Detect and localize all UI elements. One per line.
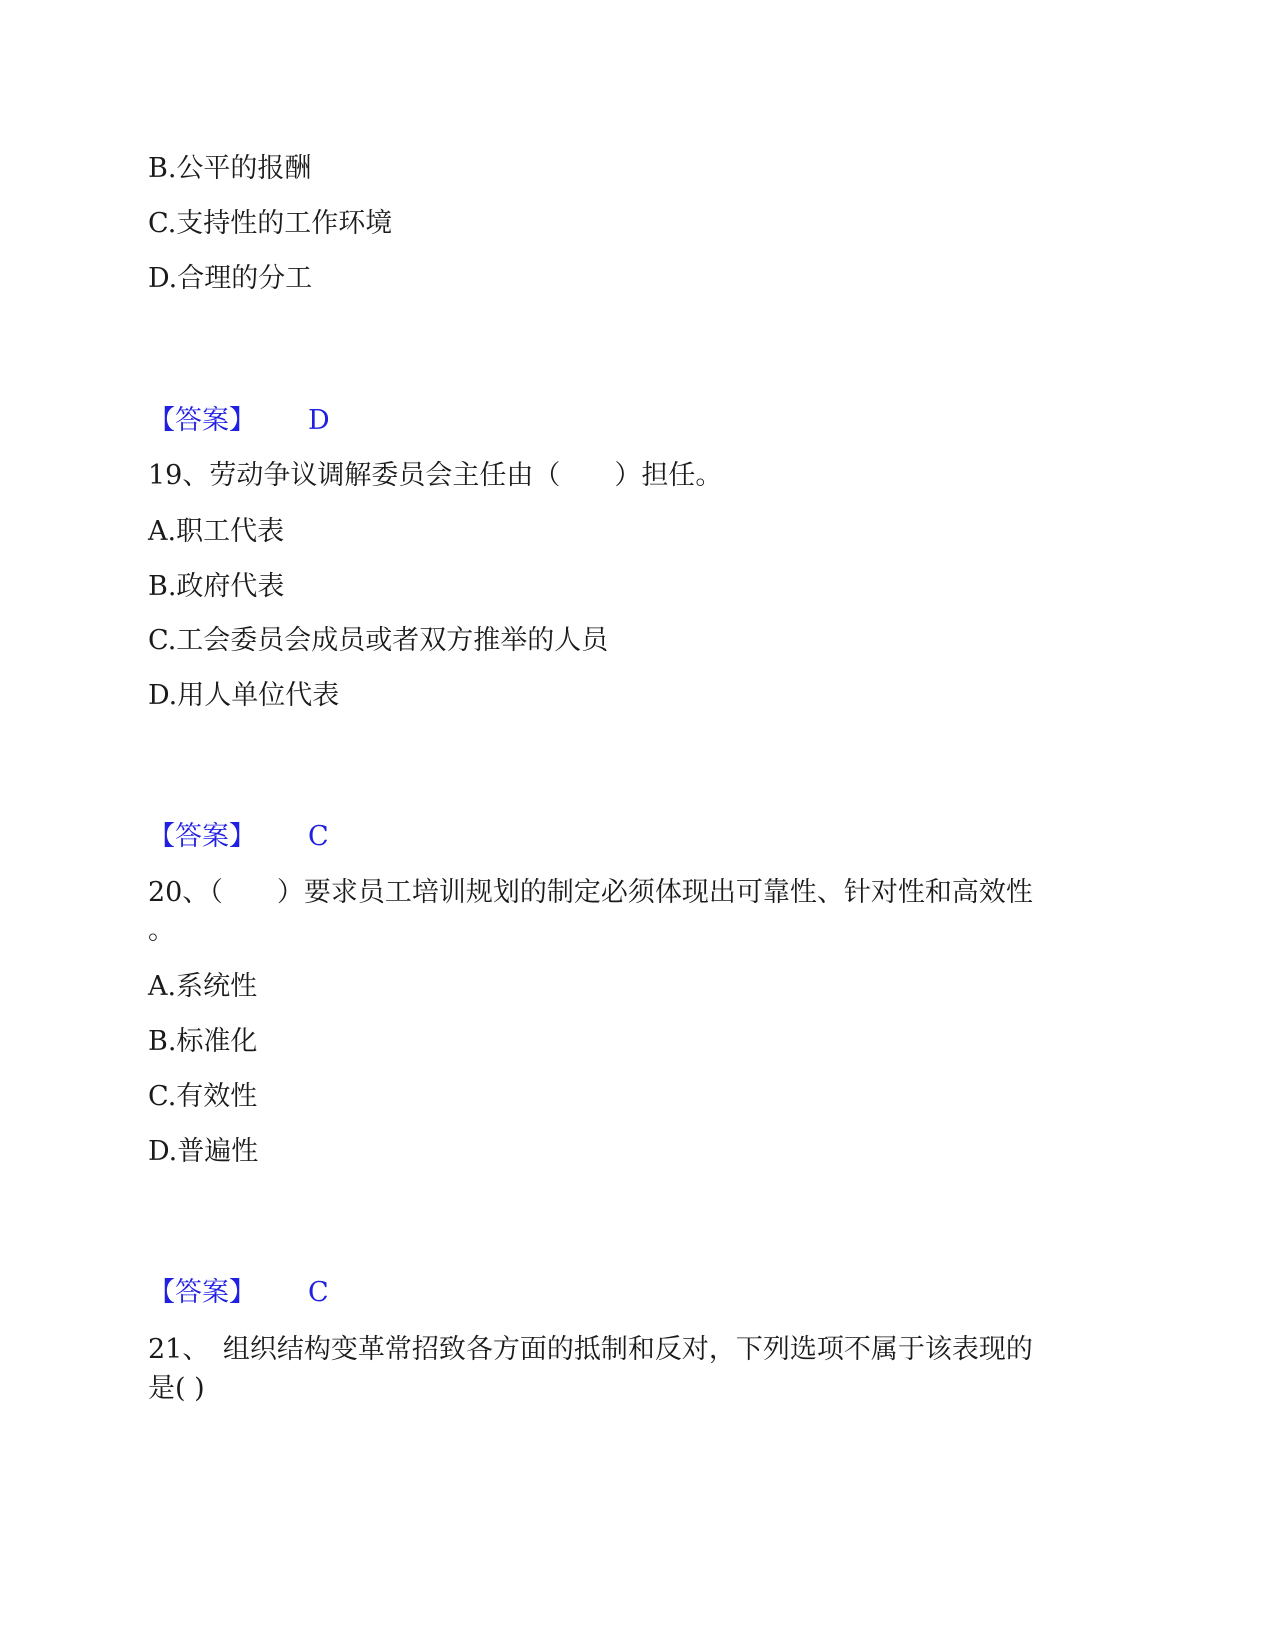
answer-row xyxy=(148,1276,548,1310)
option-c: C.有效性 xyxy=(148,1081,258,1112)
answer-row xyxy=(148,820,548,854)
option-a: A.职工代表 xyxy=(148,516,285,547)
question-stem: 19、劳动争议调解委员会主任由（ ）担任。 xyxy=(148,460,723,491)
option-c: C.支持性的工作环境 xyxy=(148,208,393,239)
answer-value: D xyxy=(308,405,330,436)
answer-value: C xyxy=(308,1277,329,1308)
option-b: B.标准化 xyxy=(148,1026,258,1057)
option-d: D.普遍性 xyxy=(148,1136,259,1167)
question-stem-continuation: 。 xyxy=(148,915,175,946)
answer-label: 【答案】 xyxy=(148,405,256,436)
option-a: A.系统性 xyxy=(148,971,258,1002)
question-stem-continuation: 是( ) xyxy=(148,1373,205,1404)
answer-label: 【答案】 xyxy=(148,1277,256,1308)
option-b: B.公平的报酬 xyxy=(148,153,312,184)
question-stem: 21、 组织结构变革常招致各方面的抵制和反对，下列选项不属于该表现的 xyxy=(148,1334,1033,1365)
option-b: B.政府代表 xyxy=(148,571,285,602)
answer-row xyxy=(148,404,548,438)
answer-value: C xyxy=(308,821,329,852)
question-stem: 20、（ ）要求员工培训规划的制定必须体现出可靠性、针对性和高效性 xyxy=(148,877,1033,908)
option-c: C.工会委员会成员或者双方推举的人员 xyxy=(148,625,609,656)
option-d: D.合理的分工 xyxy=(148,263,313,294)
option-d: D.用人单位代表 xyxy=(148,680,340,711)
answer-label: 【答案】 xyxy=(148,821,256,852)
